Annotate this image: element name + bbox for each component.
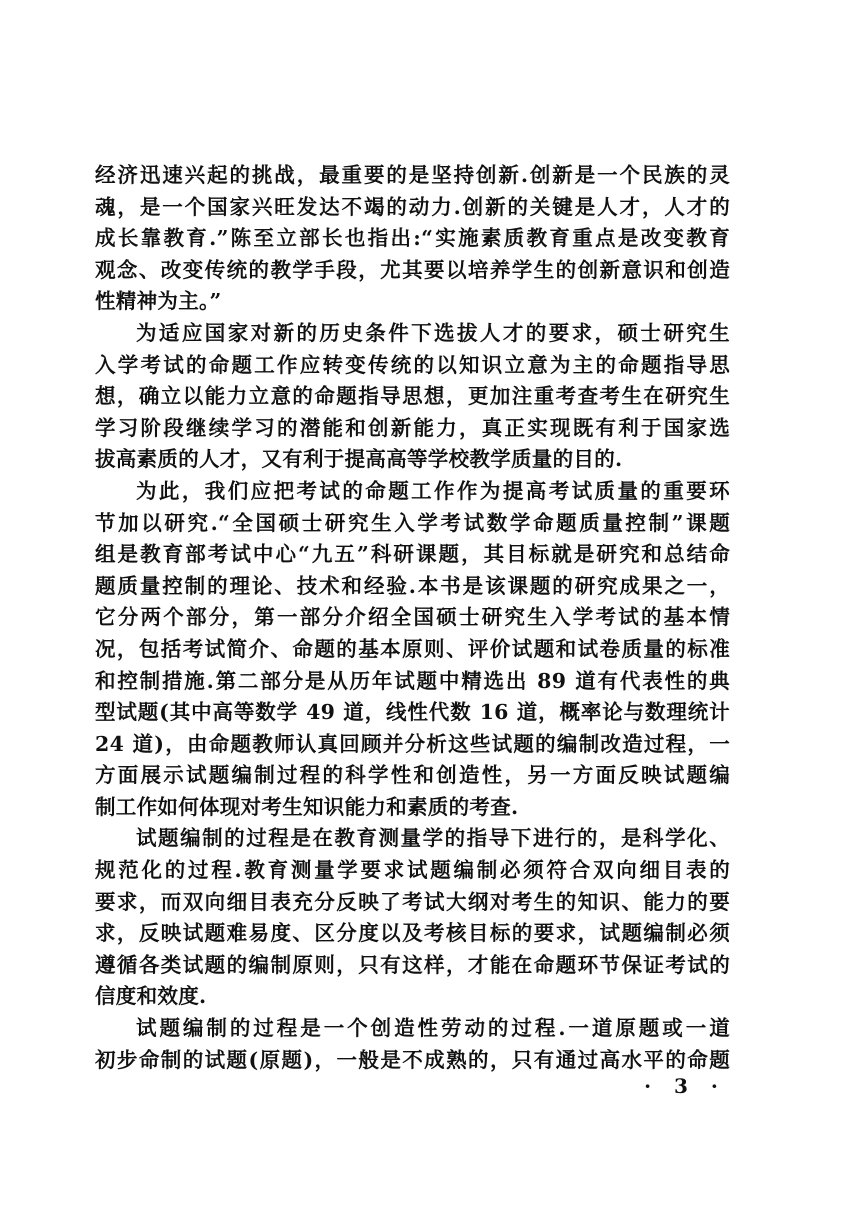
text-line: 型试题(其中高等数学 49 道，线性代数 16 道，概率论与数理统计 bbox=[95, 700, 730, 725]
text-line: 信度和效度. bbox=[95, 984, 207, 1009]
text-line: 学习阶段继续学习的潜能和创新能力，真正实现既有利于国家选 bbox=[95, 415, 730, 440]
text-line: 拔高素质的人才，又有利于提高高等学校教学质量的目的. bbox=[95, 447, 623, 472]
text-line: 成长靠教育.”陈至立部长也指出:“实施素质教育重点是改变教育 bbox=[95, 226, 730, 251]
body-text bbox=[95, 160, 730, 1076]
text-line: 入学考试的命题工作应转变传统的以知识立意为主的命题指导思 bbox=[95, 352, 730, 377]
text-line: 方面展示试题编制过程的科学性和创造性，另一方面反映试题编 bbox=[95, 763, 730, 788]
text-line: 节加以研究.“全国硕士研究生入学考试数学命题质量控制”课题 bbox=[95, 510, 730, 535]
text-line: 想，确立以能力立意的命题指导思想，更加注重考查考生在研究生 bbox=[95, 384, 730, 409]
text-line: 观念、改变传统的教学手段，尤其要以培养学生的创新意识和创造 bbox=[95, 257, 730, 282]
text-line: 经济迅速兴起的挑战，最重要的是坚持创新.创新是一个民族的灵 bbox=[95, 163, 730, 187]
text-line: 要求，而双向细目表充分反映了考试大纲对考生的知识、能力的要 bbox=[95, 889, 730, 914]
text-line: 性精神为主。” bbox=[95, 289, 222, 314]
paragraph-first-line: 试题编制的过程是在教育测量学的指导下进行的，是科学化、 bbox=[136, 826, 730, 851]
text-line: 况，包括考试简介、命题的基本原则、评价试题和试卷质量的标准 bbox=[95, 636, 730, 661]
text-line: 求，反映试题难易度、区分度以及考核目标的要求，试题编制必须 bbox=[95, 921, 730, 946]
paragraph-first-line: 试题编制的过程是一个创造性劳动的过程.一道原题或一道 bbox=[136, 1016, 730, 1041]
text-line: 遵循各类试题的编制原则，只有这样，才能在命题环节保证考试的 bbox=[95, 952, 730, 977]
text-line: 它分两个部分，第一部分介绍全国硕士研究生入学考试的基本情 bbox=[95, 605, 730, 630]
text-line: 制工作如何体现对考生知识能力和素质的考查. bbox=[95, 794, 519, 819]
text-line: 组是教育部考试中心“九五”科研课题，其目标就是研究和总结命 bbox=[95, 542, 730, 567]
paragraph-first-line: 为适应国家对新的历史条件下选拔人才的要求，硕士研究生 bbox=[136, 320, 730, 345]
text-line: 题质量控制的理论、技术和经验.本书是该课题的研究成果之一， bbox=[95, 573, 730, 598]
text-line: 和控制措施.第二部分是从历年试题中精选出 89 道有代表性的典 bbox=[95, 668, 730, 693]
page-number: · 3 · bbox=[644, 1074, 726, 1098]
text-line: 24 道)，由命题教师认真回顾并分析这些试题的编制改造过程，一 bbox=[95, 731, 730, 756]
text-line: 初步命制的试题(原题)，一般是不成熟的，只有通过高水平的命题 bbox=[95, 1047, 730, 1072]
paragraph-first-line: 为此，我们应把考试的命题工作作为提高考试质量的重要环 bbox=[136, 478, 730, 503]
text-line: 魂，是一个国家兴旺发达不竭的动力.创新的关键是人才，人才的 bbox=[95, 194, 730, 219]
text-line: 规范化的过程.教育测量学要求试题编制必须符合双向细目表的 bbox=[95, 858, 730, 883]
